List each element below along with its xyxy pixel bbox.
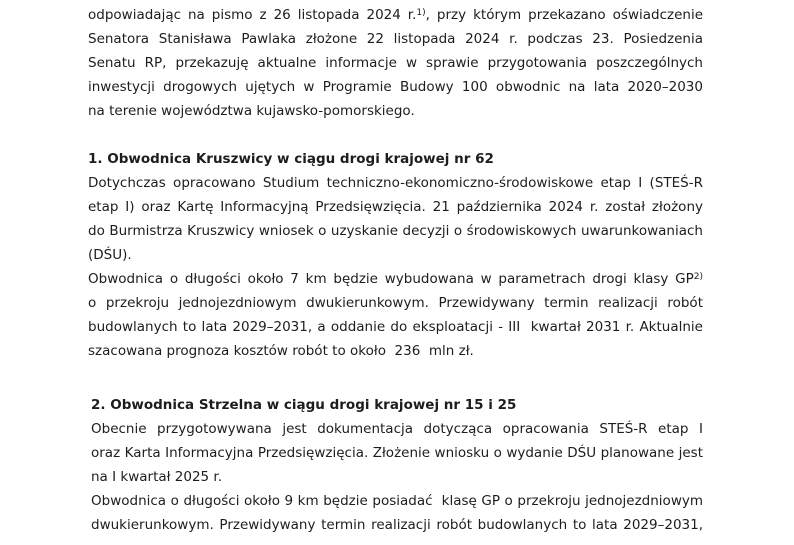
section-1 <box>88 147 703 363</box>
s1p1-line-2: etap I) oraz Kartę Informacyjną Przedsięwzięcia. 21 października 2024 r. został złożony <box>88 199 703 215</box>
s2p2-line-1: Obwodnica o długości około 9 km będzie posiadać klasę GP o przekroju jednojezdniowym <box>91 493 703 509</box>
s1p1-line-1: Dotychczas opracowano Studium techniczno-ekonomiczno-środowiskowe etap I (STEŚ-R <box>88 175 703 191</box>
s1p2-line-1 <box>88 267 703 291</box>
intro-line-4: inwestycji drogowych ujętych w Programie Budowy 100 obwodnic na lata 2020–2030 <box>88 79 703 95</box>
s2p1-line-1: Obecnie przygotowywana jest dokumentacja dotycząca opracowania STEŚ-R etap I <box>91 421 703 437</box>
s1p2-line-3: budowlanych to lata 2029–2031, a oddanie do eksploatacji - III kwartał 2031 r. Aktualnie <box>88 319 703 335</box>
intro-line-1-cont: , przy którym przekazano oświadczenie <box>425 7 704 23</box>
footnote-ref-2: 2) <box>693 271 703 282</box>
s1p1-line-3: do Burmistrza Kruszwicy wniosek o uzyskanie decyzji o środowiskowych uwarunkowaniach <box>88 223 703 239</box>
section-2 <box>91 393 703 537</box>
intro-line-2: Senatora Stanisława Pawlaka złożone 22 listopada 2024 r. podczas 23. Posiedzenia <box>88 31 703 47</box>
s1p2-line-2: o przekroju jednojezdniowym dwukierunkowym. Przewidywany termin realizacji robót <box>88 295 703 311</box>
section-2-paragraph-1 <box>91 417 703 489</box>
s1p2-line-1-text: Obwodnica o długości około 7 km będzie wybudowana w parametrach drogi klasy GP <box>88 271 694 287</box>
intro-line-1 <box>88 3 703 27</box>
intro-line-1-text: odpowiadając na pismo z 26 listopada 2024 r. <box>88 7 417 23</box>
section-2-heading: 2. Obwodnica Strzelna w ciągu drogi krajowej nr 15 i 25 <box>91 397 517 413</box>
intro-line-3: Senatu RP, przekazuję aktualne informacje w sprawie przygotowania poszczególnych <box>88 55 703 71</box>
s2p2-line-2: dwukierunkowym. Przewidywany termin realizacji robót budowlanych to lata 2029–2031, <box>91 517 703 533</box>
s1p2-line-4: szacowana prognoza kosztów robót to około 236 mln zł. <box>88 343 474 359</box>
s2p1-line-3: na I kwartał 2025 r. <box>91 469 223 485</box>
s1p1-line-4: (DŚU). <box>88 247 132 263</box>
section-1-paragraph-2 <box>88 267 703 363</box>
footnote-ref-1: 1) <box>416 7 426 18</box>
section-1-paragraph-1 <box>88 171 703 267</box>
section-1-heading: 1. Obwodnica Kruszwicy w ciągu drogi krajowej nr 62 <box>88 151 494 167</box>
intro-line-5: na terenie województwa kujawsko-pomorskiego. <box>88 103 415 119</box>
section-2-paragraph-2 <box>91 489 703 537</box>
s2p1-line-2: oraz Karta Informacyjna Przedsięwzięcia. Złożenie wniosku o wydanie DŚU planowane jest <box>91 445 703 461</box>
intro-paragraph <box>88 3 703 123</box>
